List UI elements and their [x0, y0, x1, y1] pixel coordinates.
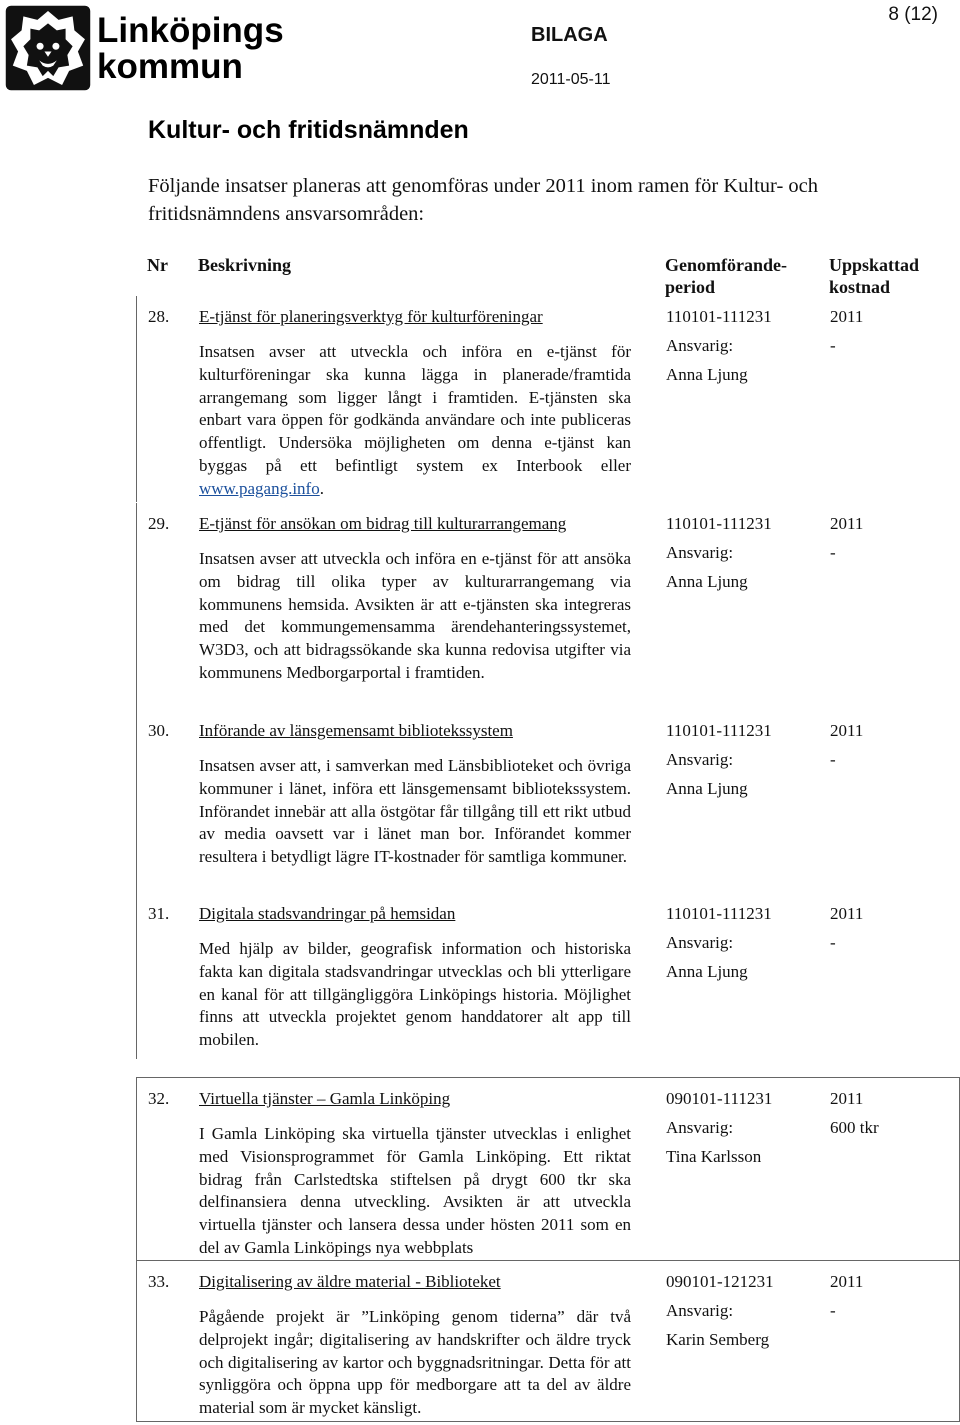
page-header: [0, 0, 960, 100]
row-year: 2011: [830, 721, 864, 740]
row-description-text: Insatsen avser att utveckla och införa en e-tjänst för kulturföreningar ska kunna lägga in planerade/framtida arrangemang som ligger långt i framtiden. E-tjänsten ska enbart vara öppen för godkända användare och inte publiceras offentligt. Undersöka möjligheten om denna e-tjänst kan byggas på ett befintligt system ex Interbook eller: [199, 342, 631, 475]
row-number: 33.: [148, 1272, 170, 1291]
row-number: 31.: [148, 904, 170, 923]
page-title: Kultur- och fritidsnämnden: [148, 116, 469, 144]
column-header-cost-line2: kostnad: [829, 277, 891, 297]
column-header-cost-line1: Uppskattad: [829, 255, 920, 275]
row-number: 28.: [148, 307, 170, 326]
brand-line-1: Linköpings: [97, 11, 284, 50]
table-row: [136, 710, 959, 893]
row-ansvarig-label: Ansvarig:: [666, 1118, 734, 1137]
row-description: Pågående projekt är ”Linköping genom tiderna” där två delprojekt ingår; digitalisering av handskrifter och äldre tryck och digitalisering av kartor och byggnadsritningar. Detta för att synliggöra och öppna upp för medborgare att ta del av äldre material som är mycket känsligt.: [199, 1307, 631, 1418]
brand-line-2: kommun: [97, 47, 243, 86]
row-cost: -: [830, 336, 836, 355]
row-heading: E-tjänst för ansökan om bidrag till kulturarrangemang: [199, 514, 567, 533]
row-ansvarig-label: Ansvarig:: [666, 543, 734, 562]
row-description: Insatsen avser att, i samverkan med Länsbiblioteket och övriga kommuner i länet, införa ett länsgemensamt bibliotekssystem. Införandet innebär att alla östgötar får tillgång till ett rikt utbud av media oavsett var i länet man bor. Införandet kommer resultera i betydligt lägre IT-kostnader för samtliga kommuner.: [199, 756, 631, 867]
intro-paragraph: Följande insatser planeras att genomföras under 2011 inom ramen för Kultur- och fritidsnämndens ansvarsområden:: [148, 175, 819, 225]
column-header-nr: Nr: [147, 255, 168, 275]
row-number: 30.: [148, 721, 170, 740]
table-row: [136, 893, 959, 1059]
lion-crest-logo-icon: [4, 4, 92, 92]
row-responsible-person: Karin Semberg: [666, 1330, 770, 1349]
row-responsible-person: Tina Karlsson: [666, 1147, 762, 1166]
row-cost: 600 tkr: [830, 1118, 879, 1137]
row-period: 090101-111231: [666, 1089, 773, 1108]
row-heading: Virtuella tjänster – Gamla Linköping: [199, 1089, 451, 1108]
row-ansvarig-label: Ansvarig:: [666, 750, 734, 769]
row-period: 090101-121231: [666, 1272, 774, 1291]
pagang-link[interactable]: www.pagang.info: [199, 478, 320, 498]
column-header-period-line1: Genomförande-: [665, 255, 787, 275]
column-header-cost: [829, 254, 919, 298]
row-cost: -: [830, 933, 836, 952]
row-number: 32.: [148, 1089, 170, 1108]
row-ansvarig-label: Ansvarig:: [666, 933, 734, 952]
row-heading: Införande av länsgemensamt bibliotekssystem: [199, 721, 513, 740]
document-date: 2011-05-11: [531, 71, 611, 88]
row-year: 2011: [830, 1089, 864, 1108]
row-description: Insatsen avser att utveckla och införa en e-tjänst för att ansöka om bidrag till olika typer av kulturarrangemang via kommunens hemsida. Avsikten är att e-tjänsten ska integreras med det kommungemensamma ärendehanteringssystemet, W3D3, och att bidragssökande ska kunna redovisa utgifter via kommunens Medborgarportal i framtiden.: [199, 549, 631, 682]
row-year: 2011: [830, 514, 864, 533]
table-row: [136, 296, 959, 502]
column-header-period-line2: period: [665, 277, 716, 297]
row-ansvarig-label: Ansvarig:: [666, 336, 734, 355]
row-year: 2011: [830, 904, 864, 923]
row-year: 2011: [830, 307, 864, 326]
row-description-end: .: [319, 478, 324, 498]
row-number: 29.: [148, 514, 170, 533]
row-period: 110101-111231: [666, 514, 772, 533]
document-type: BILAGA: [531, 24, 608, 46]
row-cost: -: [830, 543, 836, 562]
brand-name: [97, 13, 284, 85]
row-cost: -: [830, 750, 836, 769]
row-heading: Digitalisering av äldre material - Biblioteket: [199, 1272, 501, 1291]
column-header-period: [665, 254, 787, 298]
row-period: 110101-111231: [666, 721, 772, 740]
row-description: I Gamla Linköping ska virtuella tjänster utvecklas i enlighet med Visionsprogrammet för Gamla Linköping. Ett riktat bidrag från Carlstedtska stiftelsen på drygt 600 tkr ska delfinansiera denna utveckling. Avsikten är att utveckla virtuella tjänster och lansera dessa under hösten 2011 som en del av Gamla Linköpings nya webbplats: [199, 1124, 631, 1257]
row-heading: Digitala stadsvandringar på hemsidan: [199, 904, 456, 923]
row-cost: -: [830, 1301, 836, 1320]
row-responsible-person: Anna Ljung: [666, 962, 748, 981]
row-description: [199, 341, 631, 501]
row-description: Med hjälp av bilder, geografisk information och historiska fakta kan digitala stadsvandringar utvecklas och bli ytterligare en kanal för att tillgängliggöra Linköpings historia. Möjlighet finns att utveckla projektet genom handdatorer alt app till mobilen.: [199, 939, 631, 1050]
row-responsible-person: Anna Ljung: [666, 365, 748, 384]
row-responsible-person: Anna Ljung: [666, 572, 748, 591]
row-year: 2011: [830, 1272, 864, 1291]
row-responsible-person: Anna Ljung: [666, 779, 748, 798]
table-row: [136, 503, 959, 710]
page-number: 8 (12): [888, 4, 938, 25]
row-period: 110101-111231: [666, 904, 772, 923]
row-period: 110101-111231: [666, 307, 772, 326]
table-row: [136, 1260, 960, 1422]
table-row: [136, 1077, 960, 1261]
row-ansvarig-label: Ansvarig:: [666, 1301, 734, 1320]
row-heading: E-tjänst för planeringsverktyg för kulturföreningar: [199, 307, 543, 326]
column-header-beskrivning: Beskrivning: [198, 255, 292, 275]
